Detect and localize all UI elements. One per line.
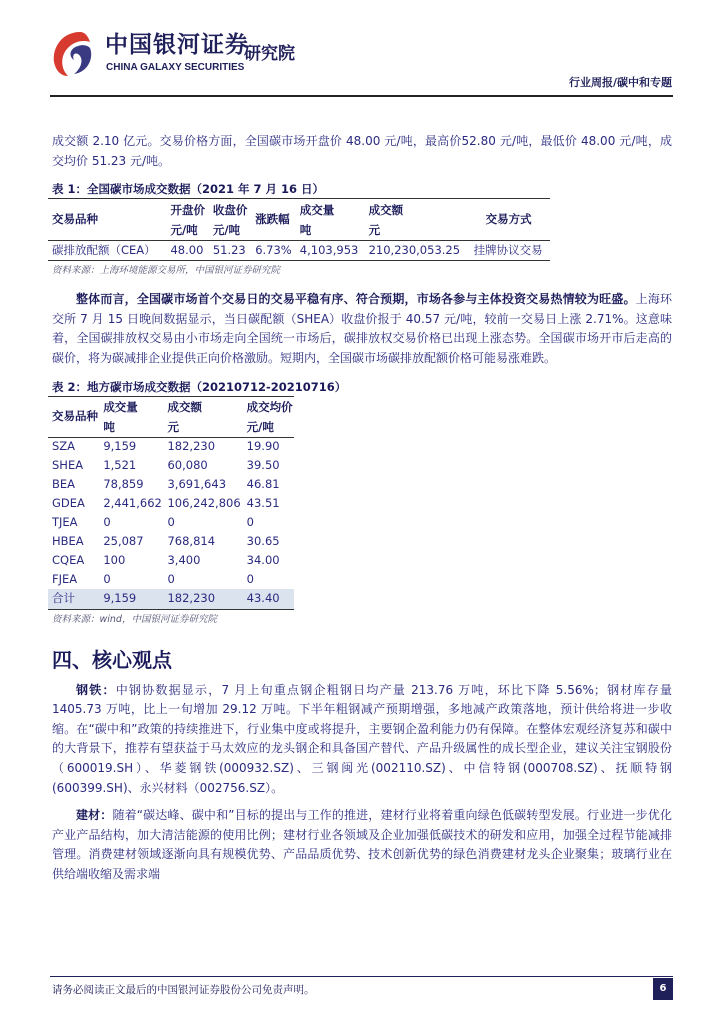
table-cell: 0 bbox=[103, 515, 111, 530]
table2-header: 成交均价 元/吨 bbox=[246, 399, 293, 434]
logo-cn: 中国银河证券 bbox=[105, 32, 249, 58]
table-row bbox=[48, 437, 294, 456]
table-cell: 0 bbox=[167, 515, 175, 530]
table-row bbox=[48, 241, 550, 261]
page-number: 6 bbox=[653, 978, 673, 1000]
paragraph-text: 随着“碳达峰、碳中和”目标的提出与工作的推进，建材行业将着重向绿色低碳转型发展。行业进一步优化产业产品结构，加大清洁能源的使用比例；建材行业各领域及企业加强低碳技术的研发和应用，加强全过程节能减排管理。消费建材领域逐渐向具有规模优势、产品品质优势、技术创新优势的绿色消费建材龙头企业聚集；玻璃行业在供给端收缩及需求端 bbox=[52, 808, 672, 881]
paragraph-text: 上海环交所 7 月 15 日晚间数据显示，当日碳配额（SHEA）收盘价报于 40.57 元/吨，较前一交易日上涨 2.71%。这意味着，全国碳排放权交易由小市场走向全国统一市场后，碳排放权交易价格已出现上涨态势。全国碳市场开市后走高的碳价，将为碳减排企业提供正向价格激励。短期内，全国碳市场碳排放配额价格可能易涨难跌。 bbox=[52, 292, 672, 365]
table-cell: 48.00 bbox=[170, 243, 204, 258]
table1-header: 交易方式 bbox=[485, 212, 532, 227]
paragraph-market-view bbox=[52, 290, 672, 368]
table-cell: SZA bbox=[52, 439, 76, 454]
logo-en: CHINA GALAXY SECURITIES bbox=[106, 62, 245, 73]
table-cell: 合计 bbox=[52, 591, 75, 606]
table-cell: 6.73% bbox=[255, 243, 292, 258]
table1-header: 收盘价 元/吨 bbox=[212, 202, 248, 237]
table-cell: 2,441,662 bbox=[103, 496, 162, 511]
table-cell: 19.90 bbox=[246, 439, 280, 454]
table-cell: 30.65 bbox=[246, 534, 280, 549]
table-row bbox=[48, 475, 294, 494]
table1-title: 表 1：全国碳市场成交数据（2021 年 7 月 16 日） bbox=[52, 182, 325, 197]
bold-lead: 钢铁： bbox=[76, 682, 116, 697]
table-cell: BEA bbox=[52, 477, 76, 492]
table-cell: 9,159 bbox=[103, 439, 137, 454]
table-cell: 60,080 bbox=[167, 458, 208, 473]
table-cell: 3,400 bbox=[167, 553, 201, 568]
table-cell: 43.40 bbox=[246, 591, 280, 606]
table-row bbox=[48, 551, 294, 570]
table1-header: 交易品种 bbox=[52, 212, 98, 227]
table2-source: 资料来源：wind，中国银河证券研究院 bbox=[52, 613, 217, 625]
table-cell: 34.00 bbox=[246, 553, 280, 568]
table-cell: 78,859 bbox=[103, 477, 144, 492]
table1-header: 成交额 元 bbox=[368, 202, 404, 237]
table1-header: 涨跌幅 bbox=[255, 212, 290, 227]
footer bbox=[50, 976, 673, 1007]
table-cell: 43.51 bbox=[246, 496, 280, 511]
table1 bbox=[48, 198, 550, 261]
section-title: 四、核心观点 bbox=[52, 647, 172, 672]
logo-institute: 研究院 bbox=[244, 44, 295, 64]
table-cell: 挂牌协议交易 bbox=[473, 243, 543, 258]
paragraph-building bbox=[52, 806, 672, 884]
table-total-row bbox=[48, 589, 294, 609]
table-cell: SHEA bbox=[52, 458, 84, 473]
table-cell: TJEA bbox=[52, 515, 78, 530]
table-row bbox=[48, 532, 294, 551]
table-cell: 182,230 bbox=[167, 439, 216, 454]
table-cell: 182,230 bbox=[167, 591, 216, 606]
table2-header-row bbox=[48, 396, 294, 437]
table-cell: HBEA bbox=[52, 534, 84, 549]
table2-header: 交易品种 bbox=[52, 409, 98, 424]
table-cell: 4,103,953 bbox=[299, 243, 359, 258]
bold-lead: 整体而言，全国碳市场首个交易日的交易平稳有序、符合预期，市场各参与主体投资交易热情较为旺盛。 bbox=[76, 292, 636, 307]
bold-lead: 建材： bbox=[76, 808, 113, 823]
table-cell: 0 bbox=[246, 515, 254, 530]
footer-disclaimer: 请务必阅读正文最后的中国银河证券股份公司免责声明。 bbox=[52, 983, 315, 996]
paragraph-text: 中钢协数据显示，7 月上旬重点钢企粗钢日均产量 213.76 万吨，环比下降 5.56%；钢材库存量 1405.73 万吨，比上一旬增加 29.12 万吨。下半年粗钢减产预期增强，多地减产政策落地，预计供给将进一步收缩。在“碳中和”政策的持续推进下，行业集中度或将提升，主要钢企盈利能力仍有保障。在整体宏观经济复苏和碳中的大背景下，推荐有望获益于马太效应的龙头钢企和具备国产替代、产品升级属性的成长型企业，建议关注宝钢股份（600019.SH）、华菱钢铁(000932.SZ)、三钢闽光(002110.SZ)、中信特钢(000708.SZ)、抚顺特钢(600399.SH)、永兴材料（002756.SZ）。 bbox=[52, 682, 672, 795]
table2-header: 成交额 元 bbox=[167, 399, 202, 434]
table-cell: 106,242,806 bbox=[167, 496, 241, 511]
report-type: 行业周报/碳中和专题 bbox=[568, 76, 672, 89]
table1-header: 成交量 吨 bbox=[299, 202, 335, 237]
table-cell: 768,814 bbox=[167, 534, 216, 549]
table2-title: 表 2：地方碳市场成交数据（20210712-20210716） bbox=[52, 379, 347, 394]
table-cell: 碳排放配额（CEA） bbox=[52, 243, 156, 258]
table-cell: 9,159 bbox=[103, 591, 137, 606]
paragraph-steel bbox=[52, 681, 672, 799]
table-cell: GDEA bbox=[52, 496, 85, 511]
table-cell: 1,521 bbox=[103, 458, 137, 473]
table-cell: 3,691,643 bbox=[167, 477, 227, 492]
table-cell: 210,230,053.25 bbox=[368, 243, 461, 258]
table2 bbox=[48, 396, 294, 610]
table-cell: 0 bbox=[103, 572, 111, 587]
table1-header: 开盘价 元/吨 bbox=[170, 202, 205, 237]
table-cell: 25,087 bbox=[103, 534, 144, 549]
table-row bbox=[48, 513, 294, 532]
table-cell: 0 bbox=[167, 572, 175, 587]
table-cell: 51.23 bbox=[212, 243, 246, 258]
table-cell: CQEA bbox=[52, 553, 85, 568]
table-row bbox=[48, 570, 294, 589]
table-cell: 100 bbox=[103, 553, 126, 568]
paragraph-trade-summary: 成交额 2.10 亿元。交易价格方面，全国碳市场开盘价 48.00 元/吨，最高价52.80 元/吨，最低价 48.00 元/吨，成交均价 51.23 元/吨。 bbox=[52, 134, 672, 168]
table-cell: 0 bbox=[246, 572, 254, 587]
table-cell: 46.81 bbox=[246, 477, 280, 492]
table1-header-row bbox=[48, 199, 550, 241]
table-cell: 39.50 bbox=[246, 458, 280, 473]
table1-source: 资料来源：上海环境能源交易所，中国银河证券研究院 bbox=[52, 265, 281, 277]
table-row bbox=[48, 494, 294, 513]
table2-header: 成交量 吨 bbox=[103, 399, 138, 434]
table-cell: FJEA bbox=[52, 572, 78, 587]
table-row bbox=[48, 456, 294, 475]
